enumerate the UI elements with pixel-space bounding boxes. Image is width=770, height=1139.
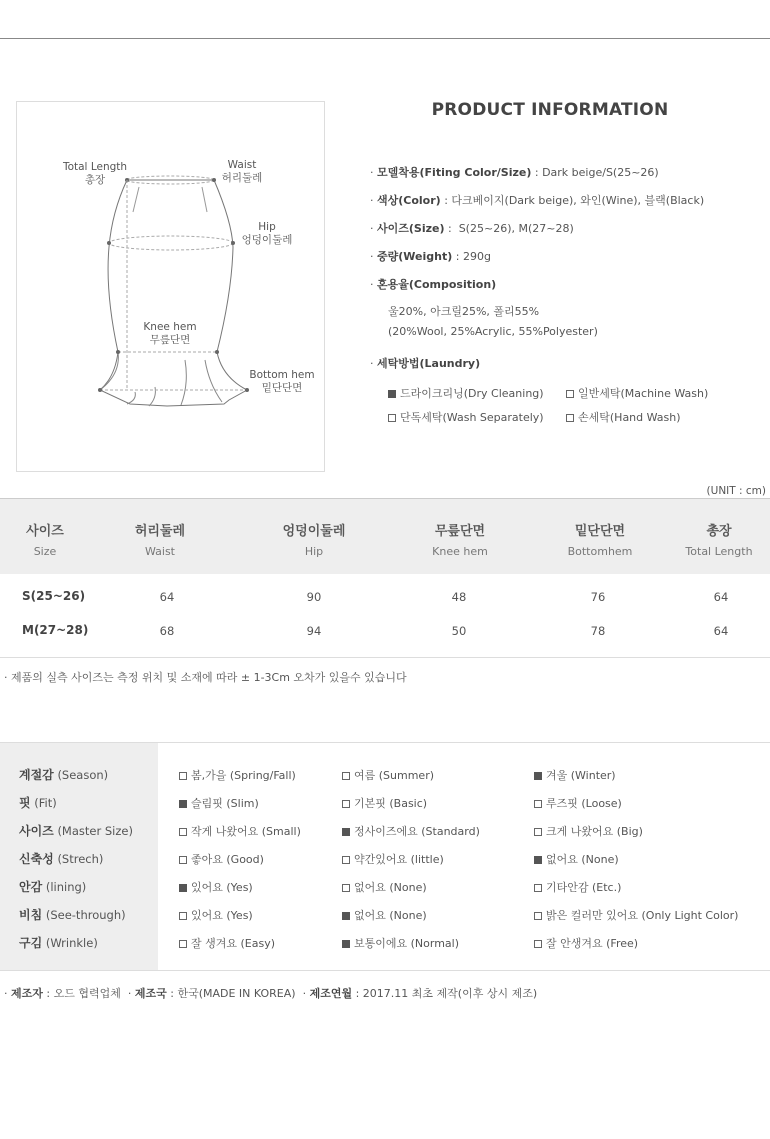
- checkbox-checked-icon: [179, 884, 187, 892]
- hip-ko: 엉덩이둘레: [241, 234, 293, 246]
- attribute-option-label: 없어요 (None): [354, 909, 427, 922]
- header-waist: [110, 520, 210, 558]
- attribute-option-label: 밝은 컬러만 있어요 (Only Light Color): [546, 909, 739, 922]
- attribute-label-ko: 안감: [19, 880, 43, 894]
- header-ko: 밑단단면: [574, 524, 626, 539]
- attribute-option-label: 없어요 (None): [354, 881, 427, 894]
- attribute-option: [179, 879, 253, 895]
- header-hip: [254, 520, 374, 558]
- laundry-option-label: 드라이크리닝(Dry Cleaning): [400, 387, 544, 400]
- attribute-option: [179, 823, 301, 839]
- attribute-option-label: 잘 생겨요 (Easy): [191, 937, 276, 950]
- checkbox-empty-icon: [179, 912, 187, 920]
- color-label: 색상(Color): [377, 194, 441, 207]
- maker-label: 제조자: [11, 987, 43, 1000]
- checkbox-checked-icon: [388, 390, 396, 398]
- size-value: S(25~26), M(27~28): [458, 222, 574, 235]
- attribute-option: [342, 795, 427, 811]
- cell-hip: 94: [306, 624, 322, 638]
- attribute-option-label: 있어요 (Yes): [191, 909, 253, 922]
- laundry-option-dry: [388, 385, 544, 401]
- attribute-label-en: (Wrinkle): [45, 936, 98, 950]
- cell-waist: 64: [159, 590, 175, 604]
- weight-value: 290g: [462, 250, 491, 263]
- attribute-option-label: 크게 나왔어요 (Big): [546, 825, 643, 838]
- attribute-option: [342, 907, 427, 923]
- total-length-ko: 총장: [84, 174, 106, 186]
- date-label: 제조연월: [309, 987, 353, 1000]
- attribute-option: [534, 935, 638, 951]
- header-ko: 사이즈: [26, 524, 64, 539]
- attribute-option-label: 기타안감 (Etc.): [546, 881, 622, 894]
- attribute-label-en: (Strech): [57, 852, 104, 866]
- attribute-option: [179, 851, 264, 867]
- attribute-option-label: 없어요 (None): [546, 853, 619, 866]
- checkbox-checked-icon: [179, 800, 187, 808]
- laundry-option-label: 일반세탁(Machine Wash): [578, 387, 709, 400]
- hip-label: [232, 221, 302, 247]
- checkbox-empty-icon: [534, 940, 542, 948]
- top-divider: [0, 38, 770, 39]
- header-en: Bottomhem: [567, 545, 633, 558]
- checkbox-empty-icon: [179, 828, 187, 836]
- laundry-option-machine: [566, 385, 708, 401]
- footer-info: · 제조자 : 오드 협력업체 · 제조국 : 한국(MADE IN KOREA) · 제조연월 : 2017.11 최초 제작(이후 상시 제조): [4, 987, 538, 1000]
- attribute-option-label: 루즈핏 (Loose): [546, 797, 622, 810]
- weight-row: · 중량(Weight) : 290g: [370, 250, 491, 263]
- header-ko: 무릎단면: [434, 524, 486, 539]
- attribute-option: [534, 851, 619, 867]
- attribute-label-en: (See-through): [45, 908, 126, 922]
- checkbox-empty-icon: [534, 800, 542, 808]
- attribute-label-en: (Fit): [34, 796, 57, 810]
- header-ko: 허리둘레: [134, 524, 186, 539]
- attribute-label: [19, 878, 86, 895]
- attribute-label: [19, 822, 133, 839]
- checkbox-empty-icon: [342, 800, 350, 808]
- unit-label: (UNIT : cm): [706, 485, 766, 497]
- header-en: Knee hem: [432, 545, 488, 558]
- header-en: Hip: [304, 545, 324, 558]
- attribute-option: [342, 935, 459, 951]
- attribute-option-label: 작게 나왔어요 (Small): [191, 825, 301, 838]
- attribute-option: [179, 795, 259, 811]
- color-value: 다크베이지(Dark beige), 와인(Wine), 블랙(Black): [451, 194, 705, 207]
- attribute-option-label: 있어요 (Yes): [191, 881, 253, 894]
- attribute-label-ko: 신축성: [19, 852, 54, 866]
- laundry-option-label: 손세탁(Hand Wash): [578, 411, 681, 424]
- row-size-s: S(25~26): [22, 589, 86, 603]
- attribute-label-ko: 계절감: [19, 768, 54, 782]
- cell-hip: 90: [306, 590, 322, 604]
- checkbox-checked-icon: [342, 912, 350, 920]
- laundry-option-separate: [388, 409, 544, 425]
- attribute-option: [534, 767, 616, 783]
- attribute-label: [19, 766, 108, 783]
- attribute-label-en: (Master Size): [57, 824, 133, 838]
- weight-label: 중량(Weight): [377, 250, 453, 263]
- total-length-en: Total Length: [62, 161, 128, 173]
- attribute-option-label: 기본핏 (Basic): [354, 797, 428, 810]
- cell-knee: 50: [451, 624, 467, 638]
- waist-en: Waist: [227, 159, 257, 171]
- maker-value: 오드 협력업체: [53, 987, 121, 1000]
- header-ko: 엉덩이둘레: [282, 524, 346, 539]
- date-value: 2017.11 최초 제작(이후 상시 제조): [362, 987, 538, 1000]
- checkbox-empty-icon: [534, 912, 542, 920]
- composition-line-2: (20%Wool, 25%Acrylic, 55%Polyester): [388, 325, 598, 338]
- attribute-label-ko: 사이즈: [19, 824, 54, 838]
- header-en: Waist: [144, 545, 175, 558]
- knee-en: Knee hem: [143, 321, 197, 333]
- attribute-option-label: 겨울 (Winter): [546, 769, 616, 782]
- attribute-option: [534, 795, 622, 811]
- attribute-option: [534, 879, 621, 895]
- header-ko: 총장: [706, 524, 732, 539]
- attribute-option: [179, 935, 275, 951]
- waist-label: [212, 159, 272, 185]
- composition-line-1: 울20%, 아크릴25%, 폴리55%: [388, 305, 540, 318]
- checkbox-empty-icon: [388, 414, 396, 422]
- cell-knee: 48: [451, 590, 467, 604]
- checkbox-empty-icon: [534, 828, 542, 836]
- skirt-illustration: [17, 102, 324, 471]
- header-en: Size: [33, 545, 57, 558]
- checkbox-empty-icon: [342, 772, 350, 780]
- attribute-option: [534, 823, 643, 839]
- attribute-label-en: (lining): [45, 880, 87, 894]
- checkbox-checked-icon: [534, 772, 542, 780]
- header-size: [5, 520, 85, 558]
- attribute-option-label: 슬림핏 (Slim): [191, 797, 259, 810]
- header-total-length: [668, 520, 770, 558]
- size-table-bottom-border: [0, 657, 770, 658]
- size-label: 사이즈(Size): [377, 222, 445, 235]
- skirt-diagram-box: [16, 101, 325, 472]
- color-row: · 색상(Color) : 다크베이지(Dark beige), 와인(Wine), 블랙(Black): [370, 194, 705, 207]
- attribute-label: [19, 850, 103, 867]
- knee-ko: 무릎단면: [149, 334, 191, 346]
- waist-ko: 허리둘레: [221, 172, 263, 184]
- attribute-option-label: 잘 안생겨요 (Free): [546, 937, 639, 950]
- attribute-label-en: (Season): [57, 768, 109, 782]
- fitting-value: Dark beige/S(25~26): [542, 166, 659, 179]
- attribute-option: [342, 823, 480, 839]
- country-label: 제조국: [134, 987, 167, 1000]
- product-info-title: PRODUCT INFORMATION: [431, 100, 669, 120]
- size-row: · 사이즈(Size) : S(25~26), M(27~28): [370, 222, 574, 235]
- attribute-label: [19, 906, 126, 923]
- row-size-m: M(27~28): [22, 623, 89, 637]
- cell-bottom: 78: [590, 624, 606, 638]
- total-length-label: [55, 161, 135, 187]
- attribute-option-label: 봄,가을 (Spring/Fall): [191, 769, 296, 782]
- checkbox-empty-icon: [342, 884, 350, 892]
- knee-label: [135, 321, 205, 347]
- checkbox-checked-icon: [342, 828, 350, 836]
- laundry-row: · 세탁방법(Laundry): [370, 357, 481, 370]
- header-bottom: [545, 520, 655, 558]
- checkbox-empty-icon: [534, 884, 542, 892]
- composition-row: · 혼용율(Composition): [370, 278, 497, 291]
- checkbox-empty-icon: [179, 856, 187, 864]
- attribute-option: [342, 879, 427, 895]
- attribute-option-label: 보통이에요 (Normal): [354, 937, 460, 950]
- fitting-row: · 모델착용(Fiting Color/Size) : Dark beige/S(25~26): [370, 166, 659, 179]
- cell-total: 64: [713, 590, 729, 604]
- bottom-ko: 밑단단면: [261, 382, 303, 394]
- fitting-label: 모델착용(Fiting Color/Size): [377, 166, 532, 179]
- attribute-label: [19, 934, 98, 951]
- cell-total: 64: [713, 624, 729, 638]
- attribute-option-label: 좋아요 (Good): [191, 853, 264, 866]
- country-value: 한국(MADE IN KOREA): [177, 987, 296, 1000]
- checkbox-empty-icon: [179, 772, 187, 780]
- header-en: Total Length: [685, 545, 753, 558]
- checkbox-empty-icon: [342, 856, 350, 864]
- attribute-option: [179, 907, 253, 923]
- composition-label: 혼용율(Composition): [377, 278, 497, 291]
- attribute-label-ko: 핏: [19, 796, 31, 810]
- bottom-label: [245, 369, 319, 395]
- attribute-option: [534, 907, 738, 923]
- cell-bottom: 76: [590, 590, 606, 604]
- checkbox-empty-icon: [179, 940, 187, 948]
- attribute-option: [342, 767, 434, 783]
- size-note: · 제품의 실측 사이즈는 측정 위치 및 소재에 따라 ± 1-3Cm 오차가 있을수 있습니다: [4, 671, 407, 684]
- laundry-label: 세탁방법(Laundry): [377, 357, 481, 370]
- attribute-option: [342, 851, 444, 867]
- attribute-option: [179, 767, 296, 783]
- attribute-label: [19, 794, 57, 811]
- attribute-label-ko: 비침: [19, 908, 43, 922]
- checkbox-checked-icon: [534, 856, 542, 864]
- attributes-bottom-border: [0, 970, 770, 971]
- checkbox-empty-icon: [566, 390, 574, 398]
- laundry-option-hand: [566, 409, 681, 425]
- bottom-en: Bottom hem: [249, 369, 315, 381]
- checkbox-empty-icon: [566, 414, 574, 422]
- hip-en: Hip: [258, 221, 276, 233]
- attribute-option-label: 여름 (Summer): [354, 769, 435, 782]
- checkbox-checked-icon: [342, 940, 350, 948]
- attribute-option-label: 약간있어요 (little): [354, 853, 444, 866]
- cell-waist: 68: [159, 624, 175, 638]
- header-knee: [405, 520, 515, 558]
- attribute-label-ko: 구김: [19, 936, 43, 950]
- attribute-option-label: 정사이즈에요 (Standard): [354, 825, 480, 838]
- laundry-option-label: 단독세탁(Wash Separately): [400, 411, 544, 424]
